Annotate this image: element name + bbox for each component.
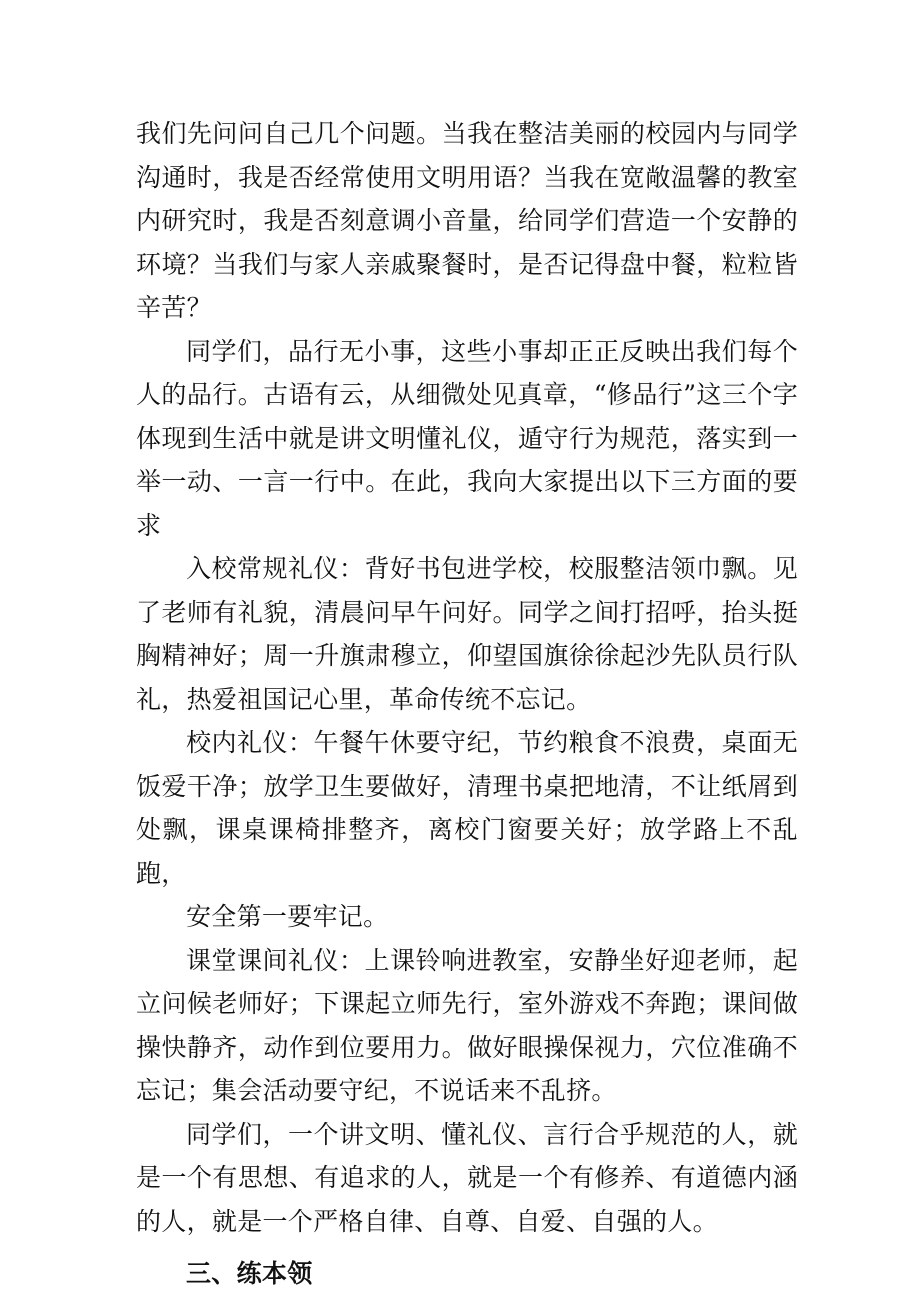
paragraph-conduct-intro: 同学们，品行无小事，这些小事却正正反映出我们每个人的品行。古语有云，从细微处见真章，“修品行”这三个字体现到生活中就是讲文明懂礼仪，遁守行为规范，落实到一举一动、一言一行中。在此，我向大家提出以下三方面的要求 xyxy=(136,336,798,540)
paragraph-campus-etiquette: 校内礼仪：午餐午休要守纪，节约粮食不浪费，桌面无饭爱干净；放学卫生要做好，清理书桌把地清，不让纸屑到处飘，课桌课椅排整齐，离校门窗要关好；放学路上不乱跑， xyxy=(136,728,798,888)
paragraph-classroom-etiquette: 课堂课间礼仪：上课铃响进教室，安静坐好迎老师，起立问候老师好；下课起立师先行，室外游戏不奔跑；课间做操快静齐，动作到位要用力。做好眼操保视力，穴位准确不忘记；集会活动要守纪，不说话来不乱挤。 xyxy=(136,945,798,1105)
paragraph-safety: 安全第一要牢记。 xyxy=(186,902,389,931)
paragraph-entrance-etiquette: 入校常规礼仪：背好书包进学校，校服整洁领巾飘。见了老师有礼貌，清晨问早午问好。同学之间打招呼，抬头挺胸精神好；周一升旗肃穆立，仰望国旗徐徐起沙先队员行队礼，热爱祖国记心里，革命传统不忘记。 xyxy=(136,554,798,714)
paragraph-questions: 我们先问问自己几个问题。当我在整洁美丽的校园内与同学沟通时，我是否经常使用文明用语？当我在宽敞温馨的教室内研究时，我是否刻意调小音量，给同学们营造一个安静的环境？当我们与家人亲戚聚餐时，是否记得盘中餐，粒粒皆辛苦？ xyxy=(136,119,798,322)
paragraph-conclusion: 同学们，一个讲文明、懂礼仪、言行合乎规范的人，就是一个有思想、有追求的人，就是一个有修养、有道德内涵的人，就是一个严格自律、自尊、自爱、自强的人。 xyxy=(136,1119,798,1236)
section-heading: 三、练本领 xyxy=(186,1259,313,1288)
document-body xyxy=(136,112,798,1296)
